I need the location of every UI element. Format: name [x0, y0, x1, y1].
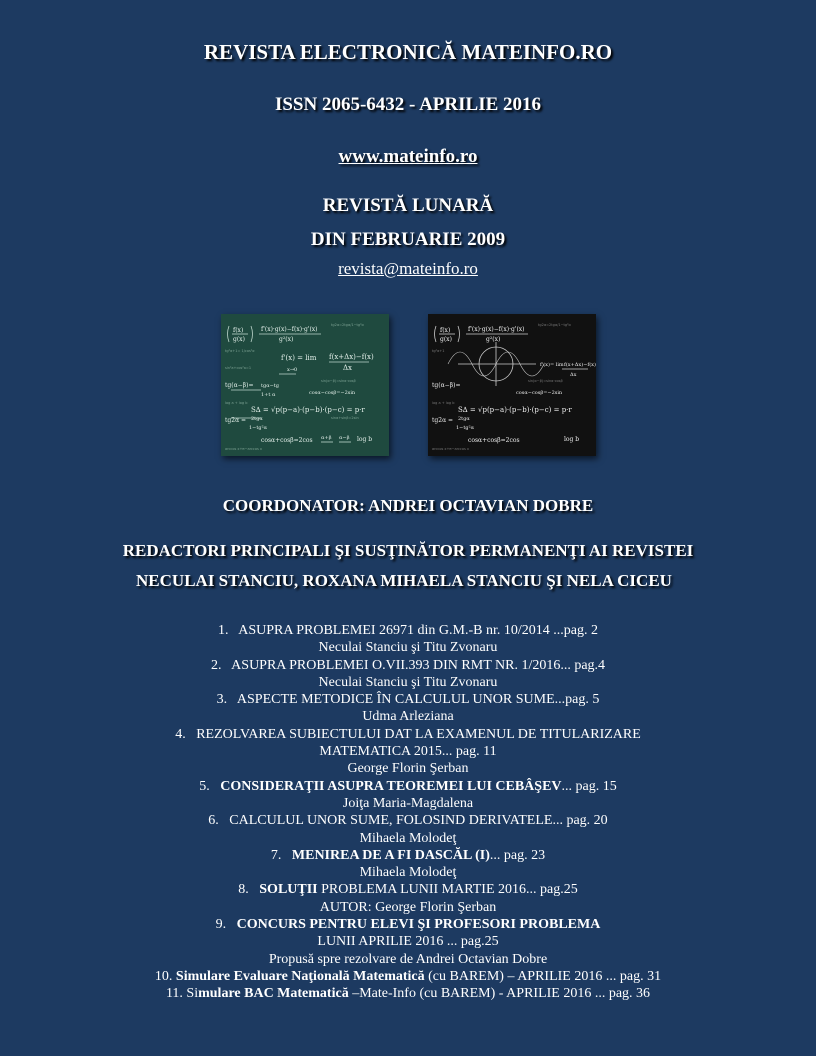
svg-text:α+β: α+β	[321, 435, 332, 441]
toc-item-9-cont[interactable]: LUNII APRILIE 2016 ... pag.25	[317, 934, 499, 950]
svg-text:1+t α: 1+t α	[261, 392, 276, 398]
table-of-contents	[0, 622, 816, 1003]
editors-heading: REDACTORI PRINCIPALI ŞI SUSŢINĂTOR PERMANENŢI AI REVISTEI	[122, 541, 694, 560]
green-chalkboard-image	[221, 314, 389, 456]
issn-line: ISSN 2065-6432 - APRILIE 2016	[274, 94, 542, 115]
website-link[interactable]: www.mateinfo.ro	[338, 146, 478, 167]
svg-text:tg2α =: tg2α =	[225, 417, 247, 424]
toc-author-8: AUTOR: George Florin Şerban	[319, 899, 497, 915]
toc-item-7[interactable]: 7. MENIREA DE A FI DASCĂL (I)... pag. 23	[270, 847, 546, 863]
journal-title: REVISTA ELECTRONICĂ MATEINFO.RO	[203, 40, 613, 64]
toc-author-9: Propusă spre rezolvare de Andrei Octavian Dobre	[268, 951, 548, 967]
svg-text:g²(x): g²(x)	[486, 336, 501, 343]
toc-author-1: Neculai Stanciu şi Titu Zvonaru	[318, 640, 498, 656]
since-label: DIN FEBRUARIE 2009	[310, 229, 506, 250]
svg-text:f'(x)·g(x)−f(x)·g'(x): f'(x)·g(x)−f(x)·g'(x)	[261, 326, 318, 333]
black-chalkboard-image	[428, 314, 596, 456]
svg-text:cosα+cosβ=2cos: cosα+cosβ=2cos	[468, 437, 520, 444]
svg-text:α−β: α−β	[339, 435, 350, 441]
toc-item-3[interactable]: 3. ASPECTE METODICE ÎN CALCULUL UNOR SUME...pag. 5	[216, 692, 600, 708]
svg-text:sin²a+cos²a=1: sin²a+cos²a=1	[225, 366, 252, 370]
toc-item-9[interactable]: 9. CONCURS PENTRU ELEVI ŞI PROFESORI PROBLEMA	[215, 917, 601, 933]
toc-author-3: Udma Arleziana	[362, 709, 454, 725]
toc-author-4: George Florin Şerban	[347, 761, 469, 777]
svg-text:f'(x)= lim: f'(x)= lim	[540, 362, 564, 368]
toc-item-10[interactable]: 10. Simulare Evaluare Naţională Matematică (cu BAREM) – APRILIE 2016 ... pag. 31	[154, 968, 662, 984]
svg-text:arccos x+π−arccos x: arccos x+π−arccos x	[432, 447, 469, 451]
svg-text:log b: log b	[357, 436, 373, 443]
svg-text:S∆ = √p(p−a)·(p−b)·(p−c) = p·r: S∆ = √p(p−a)·(p−b)·(p−c) = p·r	[458, 406, 572, 414]
svg-text:cosα−cosβ=−2sin: cosα−cosβ=−2sin	[309, 390, 356, 396]
svg-text:S∆ = √p(p−a)·(p−b)·(p−c) = p·r: S∆ = √p(p−a)·(p−b)·(p−c) = p·r	[251, 406, 365, 414]
svg-text:g²(x): g²(x)	[279, 336, 294, 343]
svg-text:f'(x) = lim: f'(x) = lim	[281, 354, 317, 362]
toc-author-5: Joiţa Maria-Magdalena	[342, 795, 474, 811]
svg-text:sin(α−β)=sinα·cosβ: sin(α−β)=sinα·cosβ	[528, 379, 563, 383]
toc-item-5[interactable]: 5. CONSIDERAŢII ASUPRA TEOREMEI LUI CEBÂŞEV... pag. 15	[199, 778, 617, 794]
svg-text:1−tg²α: 1−tg²α	[456, 425, 474, 431]
formula-sketch-green	[221, 314, 389, 456]
toc-item-6[interactable]: 6. CALCULUL UNOR SUME, FOLOSIND DERIVATELE... pag. 20	[208, 813, 608, 829]
svg-text:tg²α+1= 1/cos²α: tg²α+1= 1/cos²α	[225, 349, 255, 353]
svg-text:tgα−tg: tgα−tg	[261, 383, 279, 389]
svg-text:tg(α−β)=: tg(α−β)=	[432, 382, 461, 389]
svg-text:log a + log b: log a + log b	[225, 401, 248, 405]
svg-text:Δx: Δx	[570, 372, 577, 378]
toc-author-2: Neculai Stanciu şi Titu Zvonaru	[318, 674, 498, 690]
svg-text:2tgα: 2tgα	[458, 416, 470, 422]
formula-sketch-black	[428, 314, 596, 456]
toc-item-11[interactable]: 11. Simulare BAC Matematică –Mate-Info (cu BAREM) - APRILIE 2016 ... pag. 36	[165, 986, 651, 1002]
svg-text:g(x): g(x)	[233, 336, 245, 343]
toc-item-4-cont[interactable]: MATEMATICA 2015... pag. 11	[319, 744, 497, 760]
svg-text:log a + log b: log a + log b	[432, 401, 455, 405]
svg-text:f'(x)·g(x)−f(x)·g'(x): f'(x)·g(x)−f(x)·g'(x)	[468, 326, 525, 333]
svg-text:g(x): g(x)	[440, 336, 452, 343]
svg-text:1−tg²α: 1−tg²α	[249, 425, 267, 431]
svg-text:tg(α−β)=: tg(α−β)=	[225, 382, 254, 389]
svg-text:2tgα: 2tgα	[251, 416, 263, 422]
toc-item-8[interactable]: 8. SOLUŢII PROBLEMA LUNII MARTIE 2016... pag.25	[238, 882, 578, 898]
svg-text:sin(α−β)=sinα·cosβ: sin(α−β)=sinα·cosβ	[321, 379, 356, 383]
svg-text:sinα+sinβ=2sin: sinα+sinβ=2sin	[331, 416, 359, 420]
editors-names: NECULAI STANCIU, ROXANA MIHAELA STANCIU ŞI NELA CICEU	[136, 571, 672, 590]
toc-author-7: Mihaela Molodeţ	[359, 865, 457, 881]
monthly-label: REVISTĂ LUNARĂ	[322, 195, 494, 216]
svg-text:tg2α =: tg2α =	[432, 417, 454, 424]
svg-text:tg2α=2tgα/1−tg²α: tg2α=2tgα/1−tg²α	[331, 323, 364, 327]
toc-author-6: Mihaela Molodeţ	[359, 830, 457, 846]
svg-text:cosα+cosβ=2cos: cosα+cosβ=2cos	[261, 437, 313, 444]
svg-text:Δx: Δx	[343, 364, 353, 372]
email-link[interactable]: revista@mateinfo.ro	[338, 259, 478, 278]
svg-text:log b: log b	[564, 436, 580, 443]
svg-text:arccos x+π−arccos x: arccos x+π−arccos x	[225, 447, 262, 451]
svg-text:f(x+Δx)−f(x): f(x+Δx)−f(x)	[329, 353, 374, 361]
svg-text:tg²α+1: tg²α+1	[432, 349, 445, 353]
coordinator-line: COORDONATOR: ANDREI OCTAVIAN DOBRE	[222, 496, 594, 515]
toc-item-4[interactable]: 4. REZOLVAREA SUBIECTULUI DAT LA EXAMENUL DE TITULARIZARE	[175, 726, 641, 742]
svg-text:f(x): f(x)	[440, 327, 451, 334]
svg-text:cosα−cosβ=−2sin: cosα−cosβ=−2sin	[516, 390, 563, 396]
toc-item-1[interactable]: 1. ASUPRA PROBLEMEI 26971 din G.M.-B nr. 10/2014 ...pag. 2	[218, 623, 598, 638]
toc-item-2[interactable]: 2. ASUPRA PROBLEMEI O.VII.393 DIN RMT NR. 1/2016... pag.4	[210, 657, 606, 673]
svg-text:f(x+Δx)−f(x): f(x+Δx)−f(x)	[564, 362, 596, 368]
svg-text:x→0: x→0	[287, 367, 298, 373]
svg-text:tg2α=2tgα/1−tg²α: tg2α=2tgα/1−tg²α	[538, 323, 571, 327]
svg-text:f(x): f(x)	[233, 327, 244, 334]
